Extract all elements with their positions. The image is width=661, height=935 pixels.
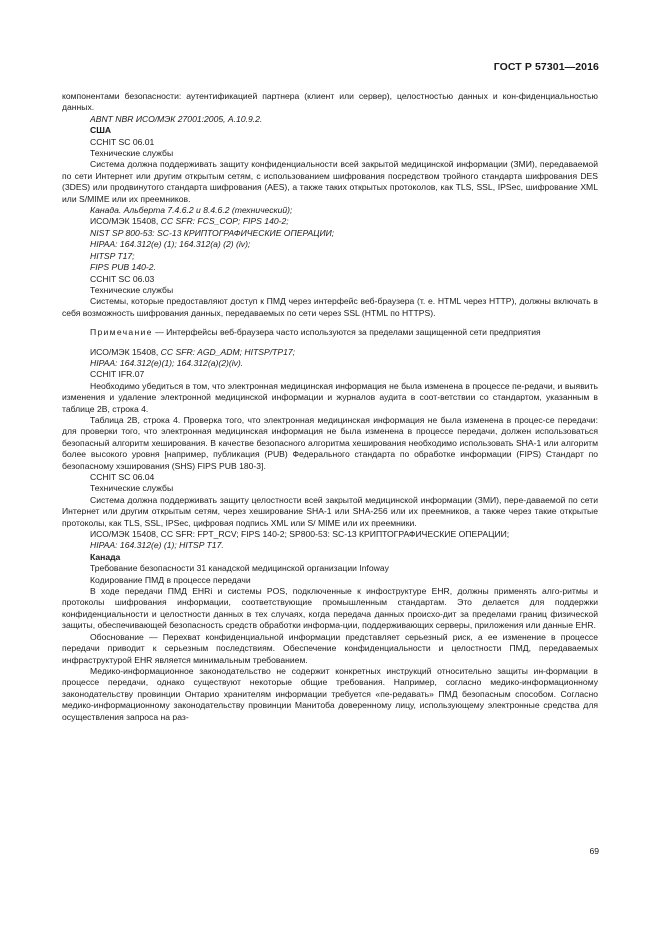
reference-line: HIPAA: 164.312(e)(1); 164.312(a)(2)(iv). [90,357,244,368]
category-label: Технические службы [90,483,174,494]
paragraph: В ходе передачи ПМД EHRi и системы POS, подключенные к инфоструктуре EHR, должны применять алго-ритмы и протоколы шифрования информации, соответствующие промышленным стандартам. Это делается для поддержки конфиденциальности и целостности данных в тех случаях, когда передача данных происхо-дит за пределами границ физической защиты, обеспечивающей безопасность средств обработки информа-ции, поддерживающих серверы, приложения или данные EHR. [62,586,598,631]
reference-part: CC SFR: FCS_COP; FIPS 140-2; [160,216,289,227]
reference-line: HITSP T17; [90,250,135,261]
category-label: Технические службы [90,148,174,159]
paragraph: Обоснование — Перехват конфиденциальной информации представляет серьезный риск, а ее изменение в процессе передачи приводит к серьезным последствиям. Обеспечение конфиденциальности и целостности ПМД, передаваемых инфраструктурой EHR является минимальным требованием. [62,631,598,665]
page-number: 69 [589,846,599,856]
reference-part: ИСО/МЭК 15408, [90,216,161,227]
reference-code: CCHIT SC 06.01 [90,136,155,147]
paragraph: Необходимо убедиться в том, что электронная медицинская информация не была изменена в процессе пе-редачи, и выявить изменения и удаление электронной медицинской информации и журналов аудита в соот-ветствии со стандартом, указанным в таблице 2B, строка 4. [62,380,598,414]
reference-line: NIST SP 800-53: SC-13 КРИПТОГРАФИЧЕСКИЕ ОПЕРАЦИИ; [90,227,335,238]
note-label: Примечание [90,327,153,338]
reference-line: HIPAA: 164.312(e) (1); HITSP T17. [90,540,224,551]
reference-part: ИСО/МЭК 15408, [90,346,161,357]
reference-line [62,347,598,358]
note [62,327,598,338]
requirement-title: Требование безопасности 31 канадской медицинской организации Infoway [90,563,389,574]
paragraph: Таблица 2B, строка 4. Проверка того, что электронная медицинская информация не была изменена в процес-се передачи: для проверки того, что электронная медицинская информация не была изменена в процессе передачи, должен использоваться безопасный алгоритм хеширования. В качестве безопасного алгоритма хеширования необходимо использовать SHA-1 или алгоритм более высокого уровня [например, публикация (PUB) Федерального стандарта по обработке информации (FIPS) Стандарт по безопасному хэширования (SHS) FIPS PUB 180-3]. [62,414,598,471]
category-label: Технические службы [90,284,174,295]
paragraph: Система должна поддерживать защиту целостности всей закрытой медицинской информации (ЗМИ), пере-даваемой по сети Интернет или другим открытым сетям, через хеширование SHA-1 или SHA-256 или их преемников, а также через такие открытые протоколы, как TLS, SSL, IPSec, цифровая подпись XML или S/ MIME или их преемники. [62,494,598,528]
reference-line: FIPS PUB 140-2. [90,262,156,273]
reference-line: ABNT NBR ИСО/МЭК 27001:2005, A.10.9.2. [90,113,263,124]
section-heading-canada: Канада [90,551,121,562]
reference-code: CCHIT SC 06.04 [90,472,155,482]
reference-line [62,216,598,227]
requirement-subtitle: Кодирование ПМД в процессе передачи [90,574,251,585]
reference-code: CCHIT SC 06.03 [90,273,155,284]
note-text: — Интерфейсы веб-браузера часто используются за пределами защищенной сети предприятия [152,327,541,338]
reference-line: ИСО/МЭК 15408, CC SFR: FPT_RCV; FIPS 140-2; SP800-53: SC-13 КРИПТОГРАФИЧЕСКИЕ ОПЕРАЦИИ; [90,529,510,540]
reference-line: Канада. Альберта 7.4.6.2 и 8.4.6.2 (технический); [90,205,293,216]
body-text [62,91,598,723]
paragraph: Медико-информационное законодательство не содержит конкретных инструкций относительно защиты ин-формации в процессе передачи, однако существуют некоторые общие требования. Например, согласно медико-информационному законодательству провинции Онтарио хранителям информации требуется «пе-редавать» ПМД безопасным способом. Согласно медико-информационному законодательству провинции Манитоба доверенному лицу, использующему электронные средства для осуществления запроса на раз- [62,665,598,722]
reference-line: HIPAA: 164.312(e) (1); 164.312(a) (2) (iv); [90,239,251,250]
reference-part: CC SFR: AGD_ADM; HITSP/TP17; [160,346,296,357]
section-heading-usa: США [90,125,112,136]
reference-code: CCHIT IFR.07 [90,369,145,380]
paragraph: компонентами безопасности: аутентификацией партнера (клиент или сервер), целостностью данных и кон-фиденциальностью данных. [62,91,598,113]
paragraph: Система должна поддерживать защиту конфиденциальности всей закрытой медицинской информации (ЗМИ), передаваемой по сети Интернет или другим открытым сетям, с использованием шифрования посредством тройного стандарта шифрования DES (3DES) или продвинутого стандарта шифрования (AES), а также таких открытых протоколов, как TLS, SSL, IPSec, шифрование XML или S/MIME или их преемников. [62,159,598,204]
standard-header: ГОСТ Р 57301—2016 [493,61,599,73]
paragraph: Системы, которые предоставляют доступ к ПМД через интерфейс веб-браузера (т. е. HTML через HTTP), должны включать в себя возможность шифрования данных, передаваемых по сети через SSL (HTML по HTTPS). [62,296,598,318]
